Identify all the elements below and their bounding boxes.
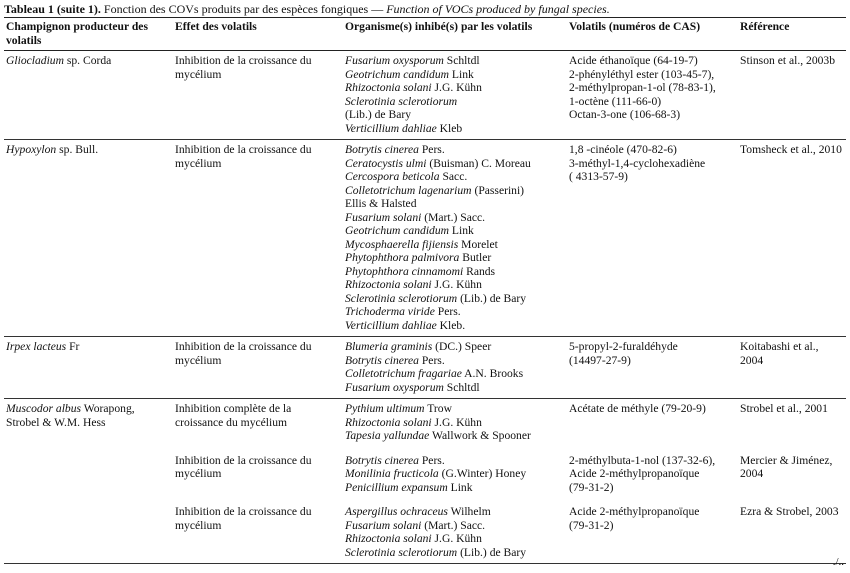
- organism-authority: Rands: [463, 264, 496, 278]
- fungus-species: Hypoxylon: [6, 143, 57, 156]
- volatile-line: ( 4313-57-9): [569, 170, 628, 183]
- organism-line: [345, 157, 564, 171]
- organism-species: Ceratocystis ulmi: [345, 156, 427, 170]
- volatiles-cell: [567, 447, 738, 499]
- organism-authority: Kleb.: [436, 318, 466, 332]
- table-row: [4, 337, 846, 399]
- organism-line: [345, 251, 564, 265]
- organism-line: [345, 505, 564, 519]
- organism-species: Geotrichum candidum: [345, 224, 450, 237]
- organism-species: Pythium ultimum: [345, 402, 425, 415]
- organism-authority: (Buisman) C. Moreau: [426, 156, 531, 170]
- effect-line: Inhibition de la croissance du: [175, 143, 312, 156]
- organism-line: [345, 481, 564, 495]
- volatile-line: 5-propyl-2-furaldéhyde: [569, 340, 678, 353]
- reference-line: Tomsheck et al., 2010: [740, 143, 842, 156]
- table-row: [4, 51, 846, 140]
- organism-authority: Wallwork & Spooner: [429, 429, 531, 442]
- organism-line: [345, 278, 564, 292]
- fungus-authority-cont: Strobel & W.M. Hess: [6, 415, 106, 429]
- effect-line: Inhibition de la croissance du: [175, 340, 312, 353]
- organism-authority: A.N. Brooks: [461, 367, 524, 380]
- organism-line: [345, 532, 564, 546]
- organisms-cell: [343, 447, 567, 499]
- reference-cell: [738, 447, 846, 499]
- volatile-line: 2-phényléthyl ester (103-45-7),: [569, 67, 715, 81]
- reference-line: Stinson et al., 2003b: [740, 54, 836, 67]
- organism-species: Fusarium solani: [345, 518, 422, 532]
- table-row: [4, 447, 846, 499]
- organism-species: Fusarium solani: [345, 210, 422, 224]
- organism-line: [345, 224, 564, 238]
- organism-species: Botrytis cinerea: [345, 453, 419, 467]
- organism-species: Botrytis cinerea: [345, 353, 419, 367]
- organism-species: Rhizoctonia solani: [345, 532, 432, 545]
- organism-authority: Schltdl: [443, 54, 480, 67]
- effect-line: croissance du mycélium: [175, 415, 288, 429]
- volatiles-cell: [567, 399, 738, 447]
- table-caption: [4, 2, 846, 17]
- header-reference: Référence: [738, 18, 846, 51]
- organism-species: Rhizoctonia solani: [345, 415, 432, 429]
- organism-line: [345, 354, 564, 368]
- fungal-voc-table: [4, 17, 846, 564]
- volatiles-cell: [567, 140, 738, 337]
- organism-species: Geotrichum candidum: [345, 67, 450, 81]
- reference-line: Koitabashi et al.,: [740, 340, 819, 353]
- organism-line: [345, 367, 564, 381]
- organism-authority: (Lib.) de Bary: [345, 108, 411, 121]
- organism-species: Penicillium expansum: [345, 480, 448, 494]
- organism-line: [345, 211, 564, 225]
- organism-species: Cercospora beticola: [345, 170, 440, 183]
- volatile-line: (79-31-2): [569, 518, 614, 532]
- fungus-authority: Worapong,: [81, 402, 135, 415]
- organism-authority: (DC.) Speer: [432, 340, 492, 353]
- organism-line: [345, 122, 564, 136]
- organism-species: Verticillium dahliae: [345, 121, 437, 135]
- organism-species: Botrytis cinerea: [345, 143, 419, 156]
- fungus-authority: sp. Bull.: [56, 143, 99, 156]
- organism-species: Fusarium oxysporum: [345, 380, 444, 394]
- volatile-line: Acide 2-méthylpropanoïque: [569, 505, 700, 518]
- organism-species: Rhizoctonia solani: [345, 81, 432, 94]
- fungus-name: [6, 143, 170, 157]
- reference-cell: [738, 337, 846, 399]
- effect-line: mycélium: [175, 518, 222, 532]
- organism-authority: Morelet: [458, 237, 498, 251]
- organism-authority: Butler: [459, 251, 492, 264]
- organism-species: Trichoderma viride: [345, 305, 435, 318]
- effect-line: mycélium: [175, 467, 222, 480]
- organisms-cell: [343, 337, 567, 399]
- volatile-line: 1,8 -cinéole (470-82-6): [569, 143, 677, 156]
- organisms-cell: [343, 140, 567, 337]
- fungus-authority: Fr: [66, 340, 80, 353]
- header-volatiles: Volatils (numéros de CAS): [567, 18, 738, 51]
- organism-line: [345, 454, 564, 468]
- organism-line: [345, 519, 564, 533]
- organism-line: [345, 340, 564, 354]
- organism-authority: Trow: [424, 402, 452, 415]
- header-effect: Effet des volatils: [173, 18, 343, 51]
- reference-line: 2004: [740, 467, 764, 480]
- fungus-name: [6, 340, 170, 354]
- fungus-cell: [4, 447, 173, 499]
- organism-line: [345, 197, 564, 211]
- organism-authority: J.G. Kühn: [431, 532, 482, 545]
- organism-species: Verticillium dahliae: [345, 318, 437, 332]
- organisms-cell: [343, 399, 567, 447]
- effect-line: mycélium: [175, 67, 222, 81]
- reference-cell: [738, 498, 846, 564]
- organism-species: Phytophthora cinnamomi: [345, 264, 464, 278]
- organism-species: Colletotrichum fragariae: [345, 367, 462, 380]
- caption-text-en: Function of VOCs produced by fungal species.: [386, 2, 610, 16]
- organism-line: [345, 95, 564, 109]
- fungus-species: Irpex lacteus: [6, 340, 67, 353]
- reference-cell: [738, 399, 846, 447]
- organism-line: [345, 467, 564, 481]
- organism-line: [345, 54, 564, 68]
- fungus-authority: sp. Corda: [63, 54, 112, 67]
- continuation-mark: ./..: [832, 556, 844, 568]
- organism-authority: Link: [449, 224, 474, 237]
- effect-cell: [173, 447, 343, 499]
- caption-text-fr: Fonction des COVs produits par des espèces fongiques —: [100, 2, 387, 16]
- organism-authority: (Lib.) de Bary: [457, 545, 527, 559]
- organism-species: Sclerotinia sclerotiorum: [345, 94, 458, 108]
- fungus-cell: [4, 498, 173, 564]
- effect-cell: [173, 399, 343, 447]
- header-organisms: Organisme(s) inhibé(s) par les volatils: [343, 18, 567, 51]
- organism-authority: Ellis & Halsted: [345, 197, 417, 210]
- organism-authority: (Mart.) Sacc.: [421, 210, 486, 224]
- effect-line: Inhibition de la croissance du: [175, 505, 312, 518]
- effect-line: mycélium: [175, 353, 222, 367]
- table-row: [4, 140, 846, 337]
- fungus-species: Gliocladium: [6, 54, 64, 67]
- organism-authority: Link: [447, 480, 473, 494]
- table-row: [4, 399, 846, 447]
- fungus-species: Muscodor albus: [6, 402, 82, 415]
- volatiles-cell: [567, 51, 738, 140]
- volatile-line: (79-31-2): [569, 480, 614, 494]
- reference-cell: [738, 51, 846, 140]
- fungus-cell: [4, 140, 173, 337]
- organism-line: [345, 238, 564, 252]
- organism-authority: (Mart.) Sacc.: [421, 518, 486, 532]
- organism-authority: Link: [449, 67, 474, 81]
- organism-species: Aspergillus ochraceus: [345, 505, 448, 518]
- organism-species: Sclerotinia sclerotiorum: [345, 291, 458, 305]
- organism-authority: (Passerini): [471, 183, 525, 197]
- effect-line: Inhibition de la croissance du: [175, 54, 312, 67]
- organism-authority: Pers.: [418, 353, 445, 367]
- effect-cell: [173, 498, 343, 564]
- fungus-name: [6, 54, 170, 68]
- reference-line: Mercier & Jiménez,: [740, 453, 833, 467]
- organism-line: [345, 184, 564, 198]
- organism-authority: Pers.: [434, 305, 461, 318]
- organism-species: Monilinia fructicola: [345, 467, 439, 480]
- organism-line: [345, 402, 564, 416]
- fungus-name: [6, 402, 170, 416]
- volatile-line: 2-méthylpropan-1-ol (78-83-1),: [569, 81, 716, 94]
- organism-line: [345, 416, 564, 430]
- organism-species: Phytophthora palmivora: [345, 251, 460, 264]
- reference-line: Strobel et al., 2001: [740, 402, 828, 415]
- organism-authority: Sacc.: [439, 170, 468, 183]
- organism-species: Rhizoctonia solani: [345, 278, 432, 291]
- organism-line: [345, 546, 564, 560]
- effect-line: Inhibition complète de la: [175, 402, 292, 415]
- organism-authority: Pers.: [418, 143, 445, 156]
- organism-species: Sclerotinia sclerotiorum: [345, 545, 458, 559]
- organism-line: [345, 81, 564, 95]
- organisms-cell: [343, 51, 567, 140]
- organism-authority: J.G. Kühn: [431, 415, 482, 429]
- organism-line: [345, 305, 564, 319]
- organism-line: [345, 143, 564, 157]
- organism-line: [345, 265, 564, 279]
- organism-species: Tapesia yallundae: [345, 429, 430, 442]
- effect-cell: [173, 337, 343, 399]
- reference-line: 2004: [740, 353, 764, 367]
- volatiles-cell: [567, 337, 738, 399]
- organism-authority: Pers.: [418, 453, 445, 467]
- table-body: [4, 51, 846, 564]
- organism-species: Fusarium oxysporum: [345, 54, 444, 67]
- organism-line: [345, 381, 564, 395]
- table-header-row: [4, 18, 846, 51]
- organisms-cell: [343, 498, 567, 564]
- organism-authority: J.G. Kühn: [431, 81, 482, 94]
- effect-cell: [173, 140, 343, 337]
- header-fungus: Champignon producteur des volatils: [4, 18, 173, 51]
- organism-line: [345, 108, 564, 122]
- fungus-cell: [4, 337, 173, 399]
- organism-authority: Schltdl: [443, 380, 480, 394]
- organism-line: [345, 319, 564, 333]
- organism-line: [345, 170, 564, 184]
- organism-line: [345, 429, 564, 443]
- organism-line: [345, 292, 564, 306]
- organism-species: Blumeria graminis: [345, 340, 433, 353]
- reference-line: Ezra & Strobel, 2003: [740, 505, 839, 518]
- organism-line: [345, 68, 564, 82]
- table-row: [4, 498, 846, 564]
- volatile-line: Acide 2-méthylpropanoïque: [569, 467, 700, 480]
- volatile-line: Acide éthanoïque (64-19-7): [569, 54, 698, 67]
- volatile-line: (14497-27-9): [569, 353, 631, 367]
- organism-authority: J.G. Kühn: [431, 278, 482, 291]
- organism-authority: (Lib.) de Bary: [457, 291, 527, 305]
- volatiles-cell: [567, 498, 738, 564]
- effect-line: Inhibition de la croissance du: [175, 453, 312, 467]
- organism-authority: (G.Winter) Honey: [438, 467, 527, 480]
- volatile-line: 2-méthylbuta-1-nol (137-32-6),: [569, 453, 716, 467]
- organism-authority: Wilhelm: [447, 505, 491, 518]
- volatile-line: Octan-3-one (106-68-3): [569, 108, 681, 121]
- caption-label: Tableau 1 (suite 1).: [4, 2, 101, 16]
- fungus-cell: [4, 399, 173, 447]
- organism-species: Colletotrichum lagenarium: [345, 183, 472, 197]
- effect-line: mycélium: [175, 156, 222, 170]
- volatile-line: 3-méthyl-1,4-cyclohexadiène: [569, 156, 706, 170]
- organism-species: Mycosphaerella fijiensis: [345, 237, 459, 251]
- reference-cell: [738, 140, 846, 337]
- volatile-line: 1-octène (111-66-0): [569, 94, 662, 108]
- effect-cell: [173, 51, 343, 140]
- fungus-cell: [4, 51, 173, 140]
- organism-authority: Kleb: [436, 121, 463, 135]
- volatile-line: Acétate de méthyle (79-20-9): [569, 402, 706, 415]
